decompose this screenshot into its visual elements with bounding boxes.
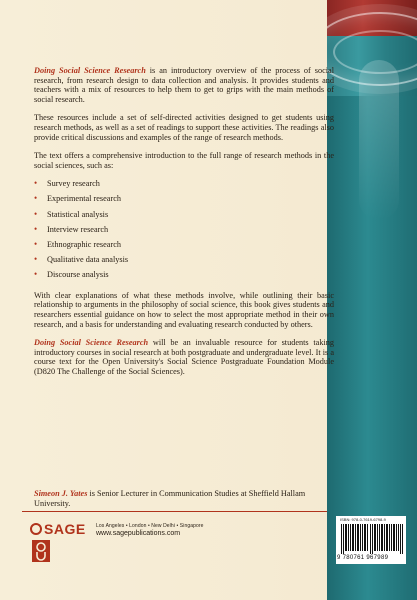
isbn-label: ISBN: 978-0-7619-6798-9 [340, 517, 386, 522]
publisher-cities: Los Angeles • London • New Delhi • Singapore [96, 523, 204, 529]
footer-divider [22, 511, 327, 512]
blurb-text [34, 66, 334, 385]
blurb-paragraph-2: These resources include a set of self-directed activities designed to get students using research methods, as well as a set of readings to support these activities. The readings also provide critical discussions and examples of the range of research methods. [34, 113, 334, 142]
author-name: Simeon J. Yates [34, 489, 88, 498]
sage-circle-icon [30, 523, 42, 535]
cover-spine-image [327, 0, 417, 600]
list-item: • Statistical analysis [34, 207, 334, 222]
list-item: • Qualitative data analysis [34, 252, 334, 267]
bullet-icon: • [34, 193, 38, 204]
bullet-icon: • [34, 269, 38, 280]
blurb-paragraph-3: The text offers a comprehensive introduction to the full range of research methods in the social sciences, such as: [34, 151, 334, 170]
blurb-paragraph-5: Doing Social Science Research will be an invaluable resource for students taking introductory courses in social research at both postgraduate and undergraduate level. It is a course text for the Open University's Social Science Postgraduate Foundation Module (D820 The Challenge of the Social Sciences). [34, 337, 334, 377]
spine-sheen [359, 60, 399, 220]
publisher-url: www.sagepublications.com [96, 530, 181, 537]
bullet-icon: • [34, 208, 38, 219]
list-item: • Survey research [34, 176, 334, 191]
list-item: • Ethnographic research [34, 237, 334, 252]
author-bio [34, 489, 334, 508]
list-item: • Interview research [34, 222, 334, 237]
book-title-inline: Doing Social Science Research [34, 337, 149, 347]
sage-logo: SAGE [30, 521, 86, 537]
barcode-panel [336, 516, 406, 564]
publisher-footer [22, 511, 327, 559]
book-title-inline: Doing Social Science Research [34, 66, 146, 75]
list-item: • Discourse analysis [34, 267, 334, 282]
blurb-paragraph-1: Doing Social Science Research is an introductory overview of the process of social research, from research design to data collection and analysis. It provides students and teachers with a mix of resources to help them to get to grips with the main methods of social research. [34, 66, 334, 105]
list-item: • Experimental research [34, 191, 334, 206]
publisher-info [96, 523, 204, 537]
blurb-paragraph-4: With clear explanations of what these methods involve, while outlining their basic relationship to arguments in the philosophy of social science, this book gives students and researchers essential guidance on how to select the most appropriate method in their own research, and a basis for understanding and evaluating research conducted by others. [34, 290, 334, 329]
methods-list [34, 176, 334, 282]
bullet-icon: • [34, 223, 38, 234]
barcode-number: 9 780761 967989 [337, 555, 389, 561]
bullet-icon: • [34, 254, 38, 265]
open-university-logo-icon [32, 540, 50, 562]
bullet-icon: • [34, 178, 38, 189]
barcode-icon [341, 524, 403, 554]
bullet-icon: • [34, 238, 38, 249]
author-description: is Senior Lecturer in Communication Studies at Sheffield Hallam University. [34, 489, 306, 508]
